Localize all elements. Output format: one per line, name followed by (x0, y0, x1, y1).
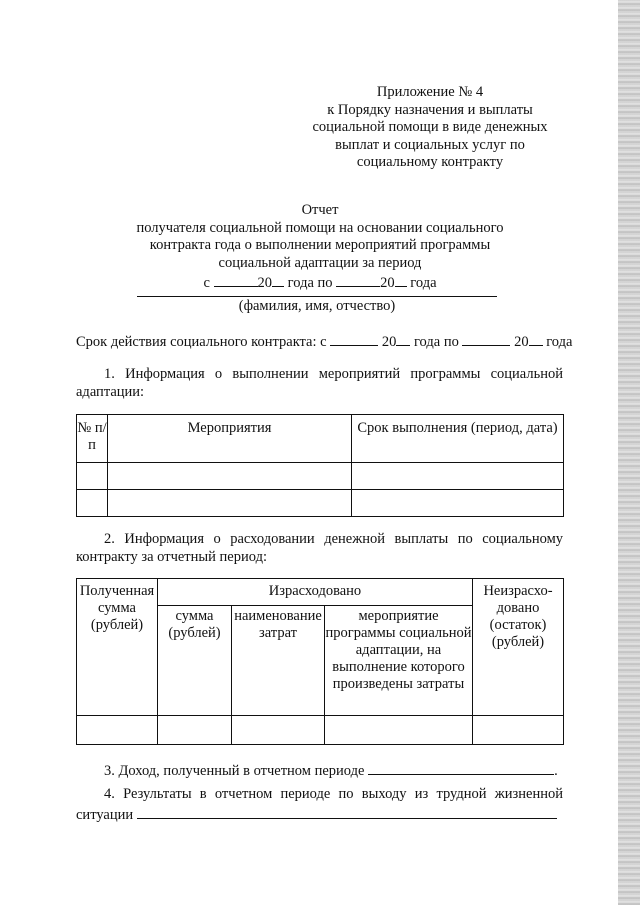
period-from-label: с (203, 275, 210, 291)
period-to-label: года по (287, 275, 333, 291)
table-cell[interactable] (77, 716, 158, 745)
section3-text: 3. Доход, полученный в отчетном периоде (104, 763, 365, 779)
contract-year-label: года (546, 334, 573, 350)
col-activities-header: Мероприятия (108, 415, 352, 463)
table-row (77, 490, 564, 517)
appendix-line: Приложение № 4 (376, 84, 484, 100)
col-activity-header: мероприятие программы социальной адаптации, на выполнение которого произведены затраты (325, 606, 473, 716)
section4-text: 4. Результаты в отчетном периоде по выходу из трудной жизненной ситуации (76, 786, 563, 823)
section4 (76, 786, 563, 824)
expenses-table (76, 578, 564, 745)
col-unspent-header: Неизрасхо-довано (остаток) (рублей) (473, 579, 564, 716)
contract-to-label: года по (413, 334, 459, 350)
contract-term-label: Срок действия социального контракта: с (76, 334, 327, 350)
appendix-line: к Порядку назначения и выплаты (327, 101, 533, 118)
contract-year-blank[interactable] (529, 331, 543, 346)
section3: 3. Доход, полученный в отчетном периоде . (76, 760, 563, 781)
income-fill-line[interactable] (368, 760, 554, 775)
contract-year-prefix: 20 (381, 334, 397, 350)
table-cell[interactable] (77, 463, 108, 490)
col-received-header: Полученная сумма (рублей) (77, 579, 158, 716)
table-row (77, 463, 564, 490)
col-term-header: Срок выполнения (период, дата) (352, 415, 564, 463)
table-cell[interactable] (108, 490, 352, 517)
appendix-line: социальной помощи в виде денежных (312, 119, 548, 135)
report-subtitle-line: контракта года о выполнении мероприятий программы (149, 237, 491, 253)
col-spent-header: Израсходовано (158, 579, 473, 606)
name-fill-line[interactable] (137, 296, 497, 297)
period-year-label: года (410, 275, 437, 291)
table-cell[interactable] (473, 716, 564, 745)
report-period (100, 272, 540, 293)
report-subtitle-line: получателя социальной помощи на основании социального (136, 219, 504, 236)
section2-title: 2. Информация о расходовании денежной выплаты по социальному контракту за отчетный период: (76, 531, 563, 565)
table-header-row (77, 415, 564, 463)
table-cell[interactable] (352, 463, 564, 490)
contract-year-blank[interactable] (396, 331, 410, 346)
name-caption: (фамилия, имя, отчество) (238, 298, 396, 314)
scan-edge-artifact (618, 0, 640, 905)
period-year-blank[interactable] (272, 272, 284, 287)
table-row (77, 716, 564, 745)
table-cell[interactable] (352, 490, 564, 517)
contract-term (76, 331, 573, 351)
appendix-line: социальному контракту (356, 154, 504, 170)
report-title: Отчет (301, 202, 339, 218)
period-year-blank[interactable] (395, 272, 407, 287)
table-header-row (77, 579, 564, 606)
results-fill-line[interactable] (137, 804, 557, 819)
period-year-prefix: 20 (257, 275, 273, 291)
contract-year-prefix: 20 (514, 334, 529, 350)
appendix-note (300, 84, 560, 172)
col-sum-header: сумма (рублей) (158, 606, 232, 716)
table-cell[interactable] (325, 716, 473, 745)
activities-table (76, 414, 564, 517)
table-cell[interactable] (108, 463, 352, 490)
period-to-blank[interactable] (336, 272, 380, 287)
section1-title: 1. Информация о выполнении мероприятий программы социальной адаптации: (76, 366, 563, 400)
table-cell[interactable] (232, 716, 325, 745)
appendix-line: выплат и социальных услуг по (335, 136, 525, 153)
period-from-blank[interactable] (214, 272, 258, 287)
contract-from-blank[interactable] (330, 331, 378, 346)
contract-to-blank[interactable] (462, 331, 510, 346)
table-cell[interactable] (158, 716, 232, 745)
col-cost-name-header: наименование затрат (232, 606, 325, 716)
report-header (100, 202, 540, 293)
col-number-header: № п/п (77, 415, 108, 463)
table-cell[interactable] (77, 490, 108, 517)
report-subtitle-line: социальной адаптации за период (218, 254, 422, 271)
period-year-prefix: 20 (380, 275, 395, 291)
